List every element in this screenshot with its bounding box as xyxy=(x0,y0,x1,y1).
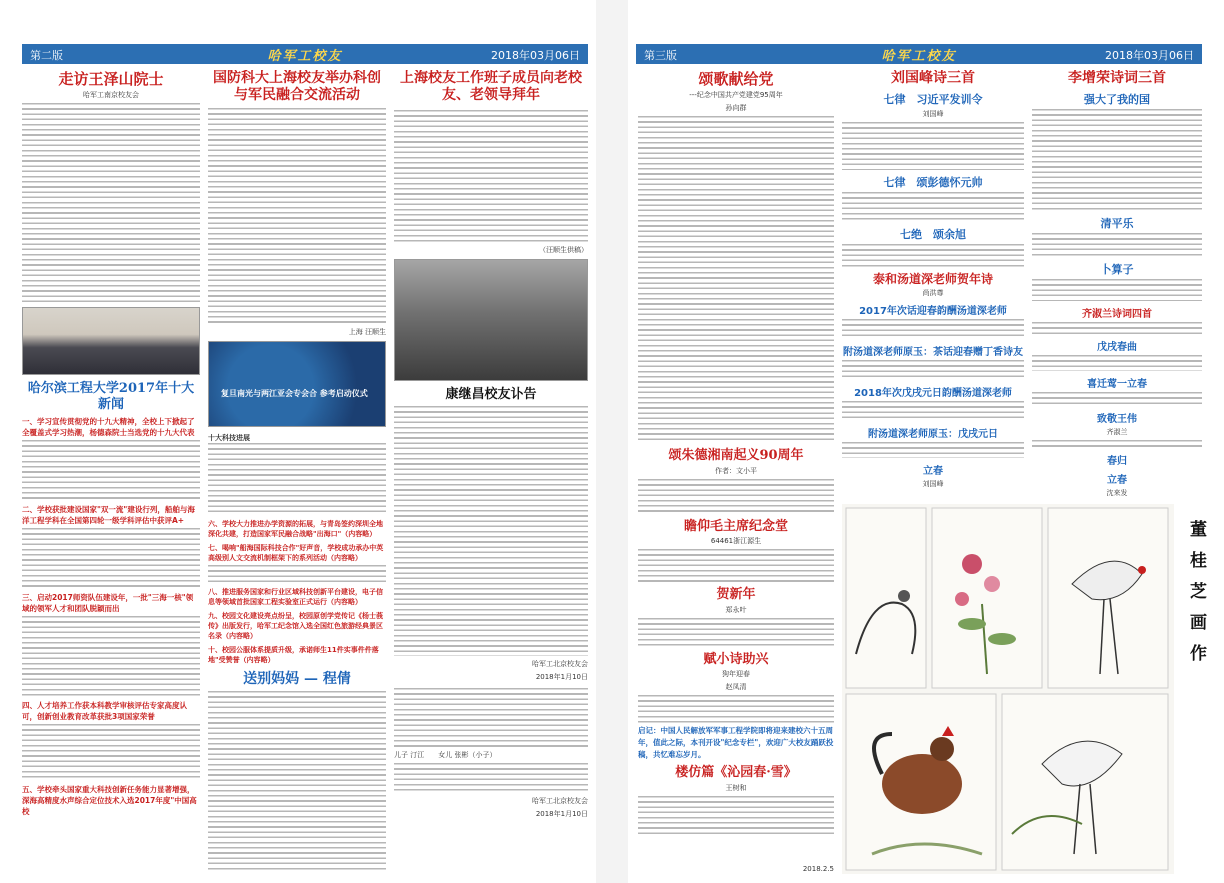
article-byline: 哈军工南京校友会 xyxy=(83,91,139,99)
article-title: 康继昌校友讣告 xyxy=(445,386,537,402)
poem-body-text xyxy=(1032,109,1202,211)
painting-gallery xyxy=(842,504,1174,874)
poem-subtitle: 强大了我的国 xyxy=(1084,92,1150,106)
news-item-10: 十、校园公服体系提质升级，承诺师生11件实事件件落地"受赞誉（内容略） xyxy=(208,645,379,664)
obituary-signoff: 哈军工北京校友会 xyxy=(532,660,588,669)
article-body-text xyxy=(208,108,386,324)
news-item-5: 五、学校牵头国家重大科技创新任务能力显著增强，深海高精度水声综合定位技术入选2017年度"中国高校 xyxy=(22,785,197,817)
issue-date: 2018年03月06日 xyxy=(1105,49,1194,62)
left-page xyxy=(0,0,596,883)
article-signoff: 哈军工北京校友会 xyxy=(532,797,588,806)
article-signature: 上海 汪顺生 xyxy=(348,327,386,336)
poem-body-text xyxy=(1032,233,1202,257)
poem-title: 颂歌献给党 xyxy=(698,70,774,88)
right-column-1 xyxy=(638,70,834,876)
poem-subtitle: 戊戌春曲 xyxy=(1097,341,1137,353)
poem-date: 2018.2.5 xyxy=(802,865,834,873)
poem-body-text xyxy=(842,401,1024,421)
poem-subtitle: 立春 xyxy=(923,466,943,478)
poem-body-text xyxy=(1032,355,1202,371)
editor-notice: 启记：中国人民解放军军事工程学院即将迎来建校六十五周年，值此之际，本刊开设"纪念专栏"，欢迎广大校友踊跃投稿，共忆难忘岁月。 xyxy=(638,726,834,760)
poem-body-text xyxy=(842,442,1024,458)
poem-body-text xyxy=(842,360,1024,380)
poem-title: 赋小诗助兴 xyxy=(703,651,769,667)
article-body-text xyxy=(394,406,588,656)
poem-subtitle: 2017年次话迎春韵酬汤道深老师 xyxy=(859,306,1007,318)
poem-body-text xyxy=(638,796,834,836)
news-item-6: 六、学校大力推进办学资源的拓展，与青岛签约深圳全地深化共建，打造国家军民融合战略"出海口"（内容略） xyxy=(208,519,383,538)
poem-byline: ---纪念中国共产党建党95周年 xyxy=(689,91,783,99)
poem-body-text xyxy=(842,244,1024,268)
poem-title: 贺新年 xyxy=(716,587,756,603)
article-body-text xyxy=(394,763,588,793)
article-body-text xyxy=(208,691,386,871)
event-banner-photo xyxy=(208,341,386,427)
poem-subtitle: 附汤道深老师原玉：茶话迎春赠丁香诗友 xyxy=(843,347,1023,359)
article-title: 上海校友工作班子成员向老校友、老领导拜年 xyxy=(400,70,582,103)
poem-body-text xyxy=(638,618,834,648)
poem-author: 王树和 xyxy=(725,783,747,792)
poem-subtitle: 卜算子 xyxy=(1100,262,1134,276)
poem-title: 瞻仰毛主席纪念堂 xyxy=(683,518,788,534)
article-body-text xyxy=(394,688,588,748)
poem-subtitle: 2018年次戊戌元日韵酬汤道深老师 xyxy=(854,388,1012,400)
news-item-8: 八、推进服务国家和行业区域科技创新平台建设，电子信息等领域首批国家工程实验室正式运行（内容略） xyxy=(208,587,383,606)
right-column-2 xyxy=(842,70,1024,496)
news-item-7: 七、喝响"船海国际科技合作"好声音，学校成功承办中英高级别人文交流机制框架下的系列活动（内容略） xyxy=(208,543,384,562)
article-body-text xyxy=(208,443,386,515)
article-body-text xyxy=(208,565,386,583)
left-column-3 xyxy=(394,70,588,876)
obituary-date: 2018年1月10日 xyxy=(535,673,588,682)
poem-subtitle: 立春 xyxy=(1107,474,1127,486)
poem-subtitle: 喜迁莺一立春 xyxy=(1087,378,1147,390)
poem-body-text xyxy=(842,192,1024,222)
poem-body-text xyxy=(638,479,834,515)
page-label: 第二版 xyxy=(30,49,63,62)
family-signature: 儿子 汀江 女儿 张彬（小子） xyxy=(394,751,497,760)
article-body-text xyxy=(22,616,200,696)
poem-body-text xyxy=(638,549,834,583)
masthead-logo: 哈军工校友 xyxy=(881,49,957,64)
poem-subtitle: 致敬王伟 xyxy=(1097,413,1137,425)
news-item-1: 一、学习宣传贯彻党的十九大精神，全校上下掀起了全覆盖式学习热潮，杨德森院士当选党的十九大代表 xyxy=(22,417,195,438)
article-title: 送别妈妈 — 程倩 xyxy=(243,670,351,687)
poem-author: 尚洪尊 xyxy=(922,289,944,298)
article-date: 2018年1月10日 xyxy=(535,810,588,819)
poem-author: 刘国峰 xyxy=(922,109,944,118)
poem-author: 郑永叶 xyxy=(725,605,747,614)
poem-subtitle: 齐淑兰诗词四首 xyxy=(1082,308,1152,320)
poem-subtitle: 春归 xyxy=(1107,455,1127,467)
poem-subtitle: 七绝 颂余旭 xyxy=(900,227,966,241)
news-item-3: 三、启动2017师资队伍建设年，一批"三海一核"领域的领军人才和团队脱颖而出 xyxy=(22,593,194,614)
news-item-9: 九、校园文化建设亮点纷呈，校园原创学党传记《杨士莪传》出版发行，哈军工纪念馆入选全国红色旅游经典景区名录（内容略） xyxy=(208,611,383,640)
poem-body-text xyxy=(1032,440,1202,448)
poem-author: 沈来发 xyxy=(1106,488,1128,496)
article-body-text xyxy=(22,528,200,588)
poem-author: 孙向群 xyxy=(725,104,747,112)
poem-body-text xyxy=(1032,279,1202,301)
poem-author: 作者：文小平 xyxy=(715,466,757,475)
banner-caption: 复旦南光与两江亚会专会合 参考启动仪式 xyxy=(221,388,368,398)
page-label: 第三版 xyxy=(644,49,677,62)
right-column-3 xyxy=(1032,70,1202,496)
article-body-text xyxy=(22,103,200,303)
article-title: 哈尔滨工程大学2017年十大新闻 xyxy=(27,381,195,412)
poem-author: 赵凤清 xyxy=(725,683,747,692)
left-page-header xyxy=(22,44,588,64)
poem-body-text xyxy=(842,319,1024,339)
poem-body-text xyxy=(1032,322,1202,334)
alumni-photo xyxy=(394,259,588,381)
artist-caption: 董桂芝画作 xyxy=(1186,520,1206,675)
painting-artwork xyxy=(842,504,1174,874)
poem-subtitle: 附汤道深老师原玉：戊戌元日 xyxy=(868,429,998,441)
poem-author: 狗年迎春 xyxy=(722,670,750,679)
article-title: 走访王泽山院士 xyxy=(58,70,164,88)
poem-subtitle: 清平乐 xyxy=(1100,216,1134,230)
poem-author: 64461浙江源生 xyxy=(710,537,762,546)
left-column-2 xyxy=(208,70,386,876)
article-signature: （汪顺生供稿） xyxy=(539,245,588,254)
issue-date: 2018年03月06日 xyxy=(491,49,580,62)
masthead-logo: 哈军工校友 xyxy=(267,49,343,64)
right-page-header xyxy=(636,44,1202,64)
poem-body-text xyxy=(638,695,834,725)
poem-subtitle: 七律 习近平发训令 xyxy=(883,92,983,106)
poem-title: 李增荣诗词三首 xyxy=(1068,70,1166,86)
article-body-text xyxy=(22,724,200,780)
poem-title: 楼仿篇《沁园春·雪》 xyxy=(675,765,797,781)
news-item-4: 四、人才培养工作获本科教学审核评估专家高度认可，创新创业教育改革获批3项国家荣誉 xyxy=(22,701,187,722)
right-page xyxy=(628,0,1224,883)
poem-author: 齐淑兰 xyxy=(1106,427,1128,436)
poem-body-text xyxy=(638,116,834,442)
poem-body-text xyxy=(1032,392,1202,406)
poem-title: 刘国峰诗三首 xyxy=(891,70,975,86)
visit-photo xyxy=(22,307,200,375)
poem-title: 颂朱德湘南起义90周年 xyxy=(668,448,804,463)
poem-title: 泰和汤道深老师贺年诗 xyxy=(872,271,993,286)
article-title: 国防科大上海校友举办科创与军民融合交流活动 xyxy=(213,70,381,103)
left-column-1 xyxy=(22,70,200,876)
photo-caption: 十大科技进展 xyxy=(208,433,250,442)
news-item-2: 二、学校获批建设国家"双一流"建设行列，船舶与海洋工程学科在全国第四轮一级学科评估中获评A+ xyxy=(22,505,195,526)
article-body-text xyxy=(394,110,588,242)
poem-body-text xyxy=(842,122,1024,170)
article-body-text xyxy=(22,440,200,500)
poem-author: 刘国峰 xyxy=(922,480,944,489)
poem-subtitle: 七律 颂彭德怀元帅 xyxy=(883,175,983,189)
page-gutter xyxy=(596,0,628,883)
